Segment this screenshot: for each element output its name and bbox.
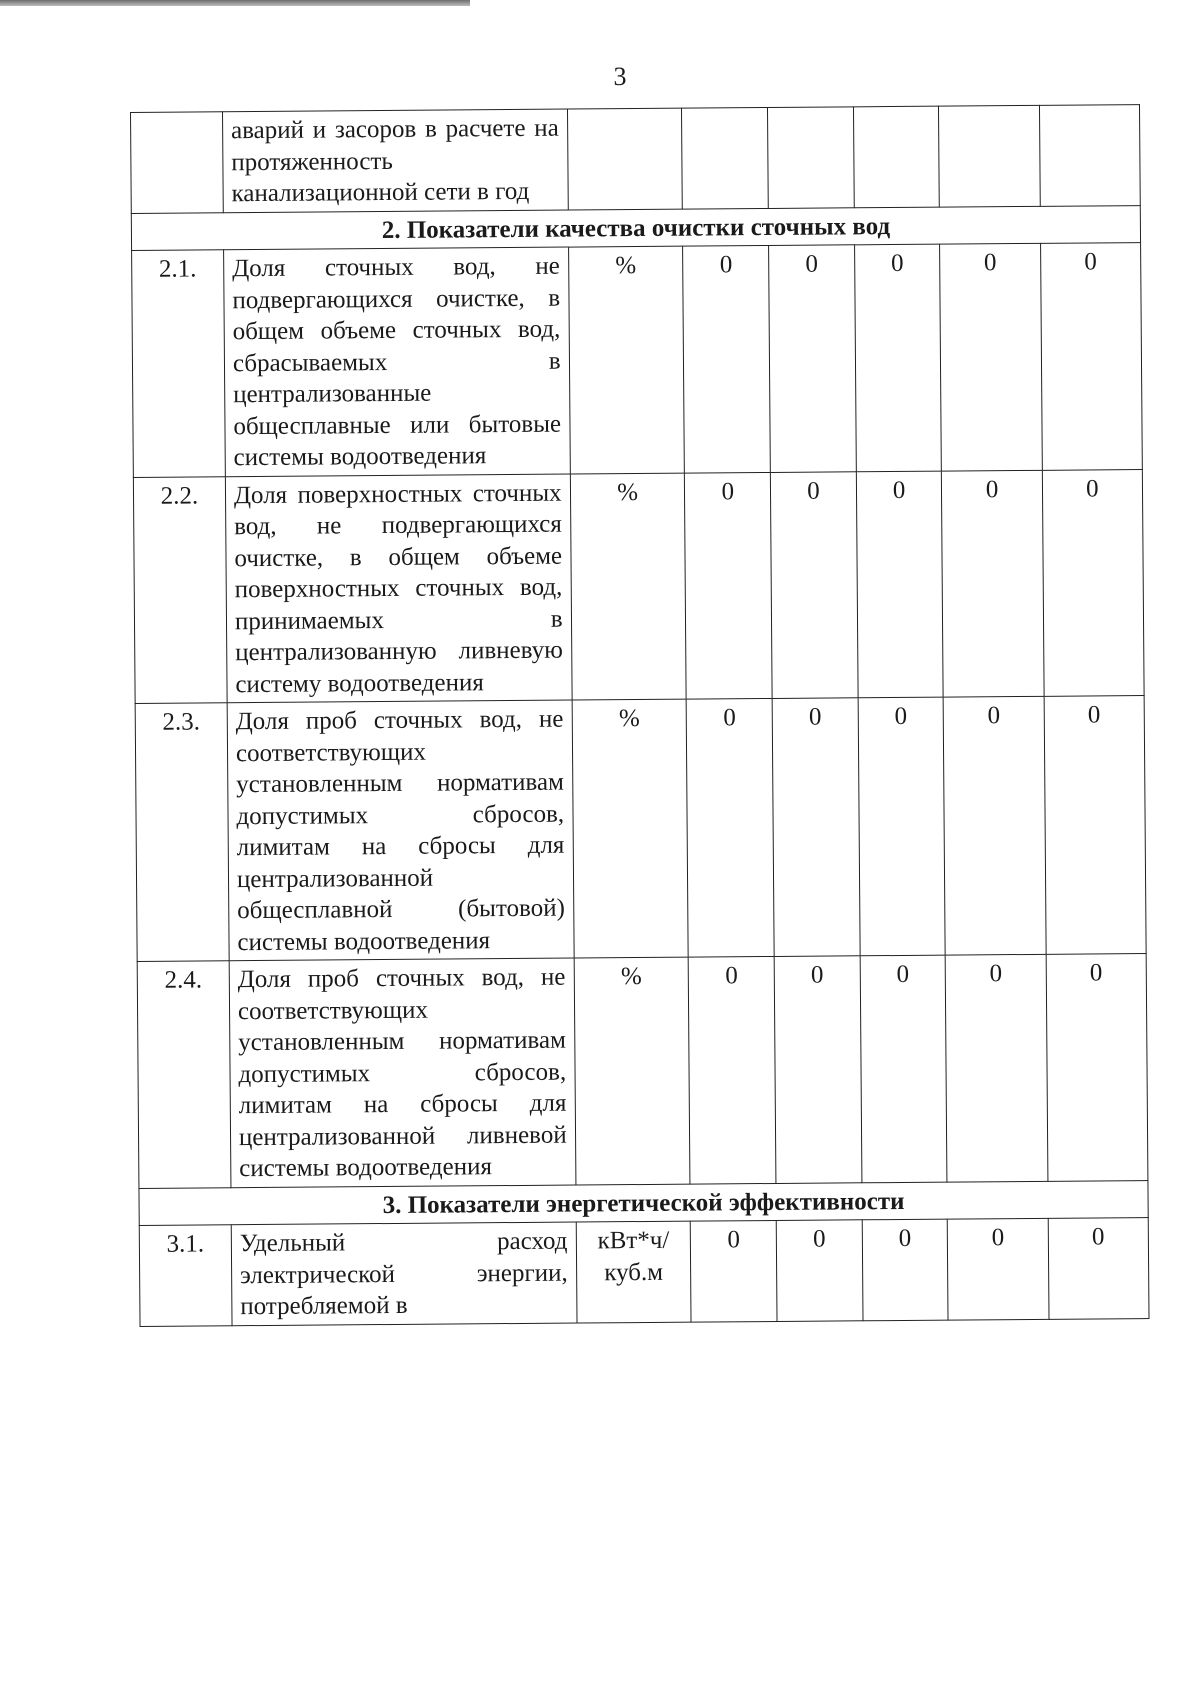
- scan-edge-artifact: [0, 0, 470, 6]
- row-value: 0: [1046, 954, 1148, 1181]
- row-unit: %: [570, 473, 687, 700]
- row-unit: [567, 108, 683, 209]
- row-value: 0: [691, 1220, 777, 1321]
- row-number: 3.1.: [139, 1225, 232, 1326]
- row-value: 0: [854, 244, 941, 471]
- indicators-table: [130, 104, 1150, 1326]
- row-value: 0: [942, 470, 1044, 697]
- row-value: 0: [689, 956, 776, 1183]
- row-value: [853, 106, 939, 207]
- row-description: Доля поверхностных сточных вод, не подвергающихся очистке, в общем объеме поверхностных сточных вод, принимаемых в централизованную ливневую систему водоотведения: [225, 474, 571, 703]
- table-row: [133, 469, 1144, 703]
- row-unit: %: [574, 957, 691, 1184]
- section-title: 3. Показатели энергетической эффективности: [139, 1180, 1148, 1225]
- row-unit: %: [568, 246, 685, 473]
- row-value: 0: [940, 243, 1042, 470]
- row-value: 0: [858, 697, 946, 956]
- row-value: 0: [856, 471, 943, 698]
- row-description: Доля сточных вод, не подвергающихся очистке, в общем объеме сточных вод, сбрасываемых в централизованные общесплавные или бытовые системы водоотведения: [223, 247, 569, 476]
- row-unit: кВт*ч/ куб.м: [576, 1221, 692, 1322]
- row-value: 0: [772, 698, 860, 957]
- row-description: Удельный расход электрической энергии, потребляемой в: [231, 1222, 576, 1325]
- table-row: [137, 954, 1148, 1188]
- row-description: аварий и засоров в расчете на протяженность канализационной сети в год: [222, 109, 567, 212]
- row-value: 0: [948, 1218, 1049, 1319]
- row-value: 0: [776, 1220, 862, 1321]
- table-row: [131, 105, 1141, 213]
- row-value: 0: [770, 471, 857, 698]
- row-number: [131, 112, 224, 213]
- row-value: [768, 107, 854, 208]
- row-value: 0: [774, 956, 861, 1183]
- row-unit: %: [572, 699, 689, 958]
- row-value: 0: [944, 696, 1046, 955]
- row-value: 0: [1048, 1218, 1149, 1319]
- row-value: [939, 105, 1040, 206]
- section-title: 2. Показатели качества очистки сточных вод: [131, 205, 1140, 250]
- row-value: 0: [769, 245, 856, 472]
- table-row: [135, 696, 1146, 962]
- row-description: Доля проб сточных вод, не соответствующих установленным нормативам допустимых сбросов, лимитам на сбросы для централизованной ливневой системы водоотведения: [229, 958, 575, 1187]
- row-value: 0: [1042, 469, 1144, 696]
- row-description: Доля проб сточных вод, не соответствующих установленным нормативам допустимых сбросов, лимитам на сбросы для централизованной общесплавной (бытовой) системы водоотведения: [227, 700, 574, 961]
- row-value: 0: [862, 1219, 948, 1320]
- row-number: 2.3.: [135, 703, 229, 962]
- row-value: 0: [946, 954, 1048, 1181]
- row-value: 0: [1040, 243, 1142, 470]
- row-value: 0: [860, 955, 947, 1182]
- table-row: [132, 243, 1143, 477]
- row-value: [682, 107, 768, 208]
- row-value: 0: [683, 245, 770, 472]
- row-value: 0: [1044, 696, 1146, 955]
- row-value: 0: [685, 472, 772, 699]
- table-row: [139, 1218, 1149, 1326]
- row-number: 2.1.: [132, 250, 226, 477]
- page-number: 3: [613, 62, 627, 91]
- row-value: 0: [687, 698, 775, 957]
- row-number: 2.4.: [137, 961, 231, 1188]
- row-value: [1039, 105, 1140, 206]
- row-number: 2.2.: [133, 476, 227, 703]
